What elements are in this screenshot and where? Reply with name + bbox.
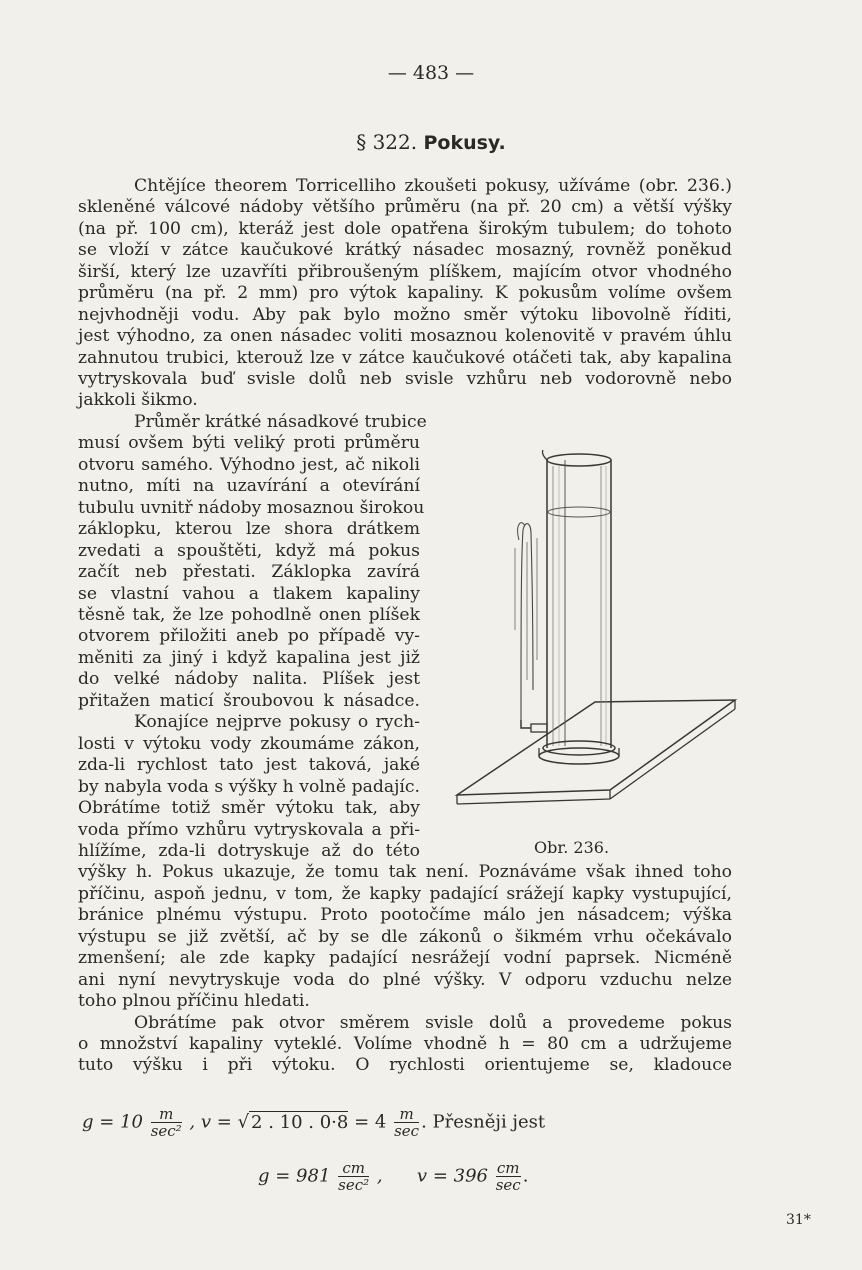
text-line: širší, který lze uzavříti přibroušeným plíškem, majícím otvor vhodného [78, 262, 732, 282]
formula-precise [258, 1160, 528, 1193]
text-line: zda-li rychlost tato jest taková, jaké [78, 755, 420, 775]
text-line: Konajíce nejprve pokusy o rych- [134, 712, 420, 732]
text-line: zmenšení; ale zde kapky padající nesrážejí vodní paprsek. Nicméně [78, 948, 732, 968]
text-line: tubulu uvnitř nádoby mosaznou širokou [78, 498, 425, 518]
text-line: tuto výšku i při výtoku. O rychlosti orientujeme se, kladouce [78, 1055, 732, 1075]
text-line: Průměr krátké násadkové trubice [134, 412, 427, 432]
text-line: do velké nádoby nalita. Plíšek jest [78, 669, 420, 689]
text-line: těsně tak, že lze pohodlně onen plíšek [78, 605, 420, 625]
formula-g-label: g = 10 [82, 1111, 143, 1133]
fraction-denominator: sec² [150, 1122, 182, 1140]
text-line: otvorem přiložiti aneb po případě vy- [78, 626, 420, 646]
formula-result: = 4 [348, 1111, 387, 1133]
text-line: by nabyla voda s výšky h volně padajíc. [78, 777, 420, 797]
text-line: Chtějíce theorem Torricelliho zkoušeti pokusy, užíváme (obr. 236.) [134, 176, 732, 196]
fraction-numerator: cm [342, 1159, 365, 1177]
fraction-numerator: m [399, 1105, 414, 1123]
text-line: zvedati a spouštěti, když má pokus [78, 541, 420, 561]
fraction-denominator: sec [394, 1122, 420, 1140]
formula-v-label: , v = [189, 1111, 238, 1133]
formula-v-fraction [496, 1160, 521, 1193]
text-line: Obrátíme totiž směr výtoku tak, aby [78, 798, 420, 818]
section-heading [0, 130, 862, 154]
text-line: průměru (na př. 2 mm) pro výtok kapaliny. K pokusům volíme ovšem [78, 283, 732, 303]
section-title: Pokusy. [423, 132, 506, 154]
text-line: nejvhodněji vodu. Aby pak bylo možno směr výtoku libovolně říditi, [78, 305, 732, 325]
formula-g-fraction [151, 1106, 182, 1139]
formula-estimate: g = 10 $\frac{m}{\text{sec²}}$ , v = √ 2 . 10 . 0·8 = 4 $\frac{m}{\sec}$ . Přesněji jest [82, 1105, 546, 1140]
fraction-numerator: cm [496, 1159, 520, 1177]
text-line: losti v výtoku vody zkoumáme zákon, [78, 734, 420, 754]
text-line: hlížíme, zda-li dotryskuje až do této [78, 841, 420, 861]
text-line: vytryskovala buď svisle dolů neb svisle vzhůru neb vodorovně nebo [78, 369, 732, 389]
text-line: výšky h. Pokus ukazuje, že tomu tak není. Poznáváme však ihned toho [78, 862, 732, 882]
torricelli-apparatus-figure [445, 430, 745, 822]
text-line: bránice plnému výstupu. Proto pootočíme málo jen násadcem; výška [78, 905, 732, 925]
formula-v-fraction [394, 1106, 419, 1139]
text-line: jest výhodno, za onen násadec voliti mosaznou kolenovitě v pravém úhlu [78, 326, 732, 346]
text-line: Obrátíme pak otvor směrem svisle dolů a provedeme pokus [134, 1013, 732, 1033]
text-line: se vloží v zátce kaučukové krátký násadec mosazný, rovněž poněkud [78, 240, 732, 260]
formula-g-label: g = 981 [258, 1165, 331, 1187]
text-line: záklopku, kterou lze shora drátkem [78, 519, 420, 539]
text-line: o množství kapaliny vyteklé. Volíme vhodně h = 80 cm a udržujeme [78, 1034, 732, 1054]
sqrt-expression: 2 . 10 . 0·8 [251, 1111, 349, 1133]
signature-mark: 31* [786, 1212, 811, 1228]
section-number: § 322. [356, 130, 418, 154]
text-line: otvoru samého. Výhodno jest, ač nikoli [78, 455, 420, 475]
figure-caption: Obr. 236. [534, 838, 610, 857]
text-line: toho plnou příčinu hledati. [78, 991, 310, 1011]
text-line: výstupu se již zvětší, ač by se dle zákonů o šikmém vrhu očekávalo [78, 927, 732, 947]
text-line: se vlastní vahou a tlakem kapaliny [78, 584, 420, 604]
text-line: nutno, míti na uzavírání a otevírání [78, 476, 420, 496]
text-line: skleněné válcové nádoby většího průměru (na př. 20 cm) a větší výšky [78, 197, 732, 217]
text-line: měniti za jiný i když kapalina jest již [78, 648, 420, 668]
fraction-denominator: sec² [338, 1176, 370, 1194]
text-line: (na př. 100 cm), kteráž jest dole opatřena širokým tubulem; do tohoto [78, 219, 732, 239]
formula-g-fraction [338, 1160, 369, 1193]
text-line: voda přímo vzhůru vytryskovala a při- [78, 820, 420, 840]
fraction-numerator: m [159, 1105, 174, 1123]
text-line: ani nyní nevytryskuje voda do plné výšky. V odporu vzduchu nelze [78, 970, 732, 990]
formula-v-label: , v = 396 [376, 1165, 488, 1187]
text-line: příčinu, aspoň jednu, v tom, že kapky padající srážejí kapky vystupující, [78, 884, 732, 904]
page-number: — 483 — [387, 62, 475, 84]
text-line: zahnutou trubici, kterouž lze v zátce kaučukové otáčeti tak, aby kapalina [78, 348, 732, 368]
text-line: musí ovšem býti veliký proti průměru [78, 433, 420, 453]
text-line: začít neb přestati. Záklopka zavírá [78, 562, 420, 582]
fraction-denominator: sec [495, 1176, 521, 1194]
formula-tail-text: . [522, 1165, 529, 1187]
text-line: přitažen maticí šroubovou k násadce. [78, 691, 420, 711]
formula-tail-text: . Přesněji jest [421, 1111, 546, 1133]
text-line: jakkoli šikmo. [78, 390, 198, 410]
